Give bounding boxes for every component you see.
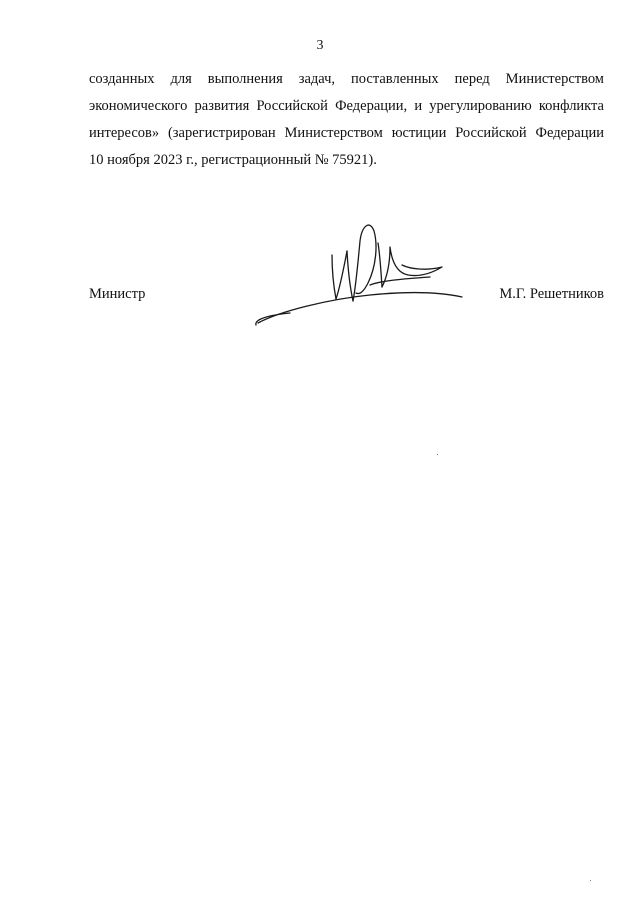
body-text — [89, 66, 604, 174]
text-line: экономического развития Российской Федерации, и урегулированию конфликта — [89, 98, 604, 114]
scan-speck — [437, 454, 438, 455]
page-number: 3 — [316, 38, 324, 53]
scan-speck — [590, 880, 591, 881]
signatory-name: М.Г. Решетников — [499, 286, 604, 302]
handwritten-signature — [250, 215, 470, 335]
signature-block — [89, 284, 604, 306]
text-line: 10 ноября 2023 г., регистрационный № 75921). — [89, 152, 377, 168]
signatory-title: Министр — [89, 286, 146, 302]
text-line: интересов» (зарегистрирован Министерством юстиции Российской Федерации — [89, 125, 604, 141]
text-line: созданных для выполнения задач, поставленных перед Министерством — [89, 71, 604, 87]
